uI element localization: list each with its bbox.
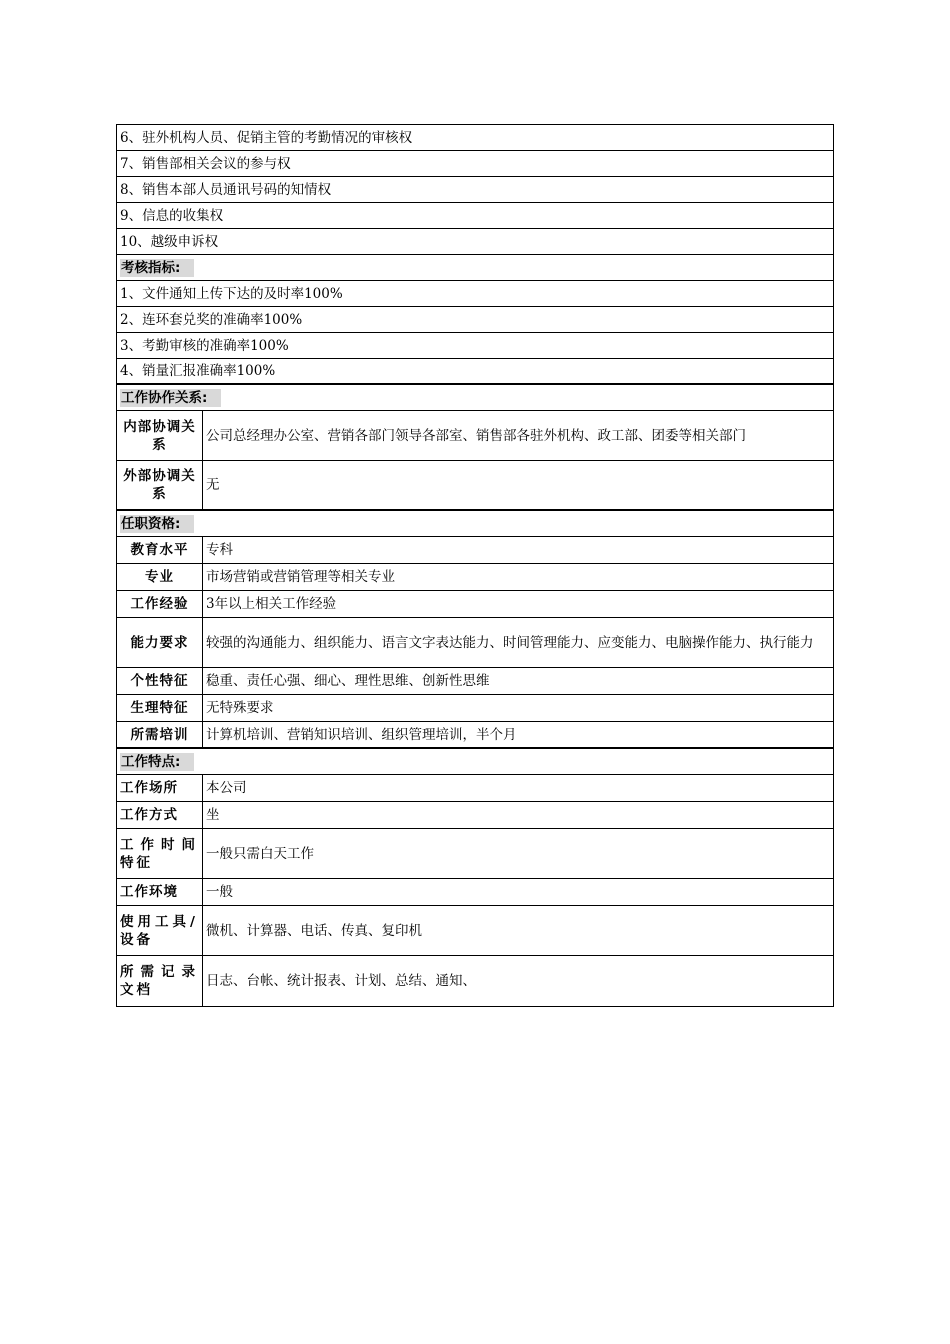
kpi-item: 2、连环套兑奖的准确率100% — [117, 307, 833, 333]
feature-row — [117, 956, 833, 1006]
qualification-label: 个性特征 — [117, 668, 203, 694]
feature-row — [117, 775, 833, 802]
qualification-value: 3年以上相关工作经验 — [206, 596, 337, 612]
feature-value: 日志、台帐、统计报表、计划、总结、通知、 — [206, 973, 476, 989]
qualification-value: 计算机培训、营销知识培训、组织管理培训，半个月 — [206, 726, 517, 743]
qualification-value: 市场营销或营销管理等相关专业 — [206, 569, 395, 585]
right-item: 10、越级申诉权 — [117, 229, 833, 255]
qualification-row — [117, 668, 833, 695]
qualification-value: 专科 — [206, 542, 233, 558]
feature-label: 所需记录文档 — [117, 956, 203, 1006]
external-relations-row — [117, 461, 833, 511]
qualification-label: 教育水平 — [117, 537, 203, 563]
qualification-row — [117, 591, 833, 618]
kpi-item: 4、销量汇报准确率100% — [117, 359, 833, 385]
kpi-item: 1、文件通知上传下达的及时率100% — [117, 281, 833, 307]
right-item: 8、销售本部人员通讯号码的知情权 — [117, 177, 833, 203]
qualification-row — [117, 618, 833, 668]
right-item: 7、销售部相关会议的参与权 — [117, 151, 833, 177]
right-item: 9、信息的收集权 — [117, 203, 833, 229]
internal-relations-label: 内部协调关系 — [117, 411, 203, 460]
qualification-value: 较强的沟通能力、组织能力、语言文字表达能力、时间管理能力、应变能力、电脑操作能力、执行能力 — [206, 634, 814, 651]
feature-value: 坐 — [206, 807, 220, 823]
kpi-section-header — [117, 255, 833, 281]
relations-title: 工作协作关系: — [120, 389, 221, 407]
feature-label: 使用工具/设备 — [117, 906, 203, 955]
external-relations-value: 无 — [206, 477, 220, 493]
qualification-section-header — [117, 511, 833, 537]
feature-value: 一般 — [206, 884, 233, 900]
feature-label: 工作方式 — [117, 802, 203, 828]
kpi-title: 考核指标: — [120, 259, 194, 277]
qualification-label: 能力要求 — [117, 618, 203, 667]
qualification-label: 所需培训 — [117, 722, 203, 747]
feature-value: 本公司 — [206, 780, 247, 796]
qualification-label: 工作经验 — [117, 591, 203, 617]
qualification-label: 生理特征 — [117, 695, 203, 721]
external-relations-label: 外部协调关系 — [117, 461, 203, 509]
features-title: 工作特点: — [120, 753, 194, 771]
feature-value: 微机、计算器、电话、传真、复印机 — [206, 922, 422, 939]
feature-row — [117, 829, 833, 879]
internal-relations-row — [117, 411, 833, 461]
job-description-table — [116, 124, 834, 1007]
internal-relations-value: 公司总经理办公室、营销各部门领导各部室、销售部各驻外机构、政工部、团委等相关部门 — [206, 427, 746, 444]
qualification-row — [117, 722, 833, 749]
features-section-header — [117, 749, 833, 775]
qualification-value: 无特殊要求 — [206, 700, 274, 716]
feature-row — [117, 802, 833, 829]
qualification-row — [117, 695, 833, 722]
kpi-item: 3、考勤审核的准确率100% — [117, 333, 833, 359]
feature-label: 工作环境 — [117, 879, 203, 905]
qualification-row — [117, 564, 833, 591]
feature-value: 一般只需白天工作 — [206, 845, 314, 862]
relations-section-header — [117, 385, 833, 411]
qualification-value: 稳重、责任心强、细心、理性思维、创新性思维 — [206, 673, 490, 689]
feature-label: 工作场所 — [117, 775, 203, 801]
qualification-row — [117, 537, 833, 564]
feature-row — [117, 879, 833, 906]
feature-label: 工作时间特征 — [117, 829, 203, 878]
feature-row — [117, 906, 833, 956]
right-item: 6、驻外机构人员、促销主管的考勤情况的审核权 — [117, 125, 833, 151]
qualification-label: 专业 — [117, 564, 203, 590]
qualification-title: 任职资格: — [120, 515, 194, 533]
